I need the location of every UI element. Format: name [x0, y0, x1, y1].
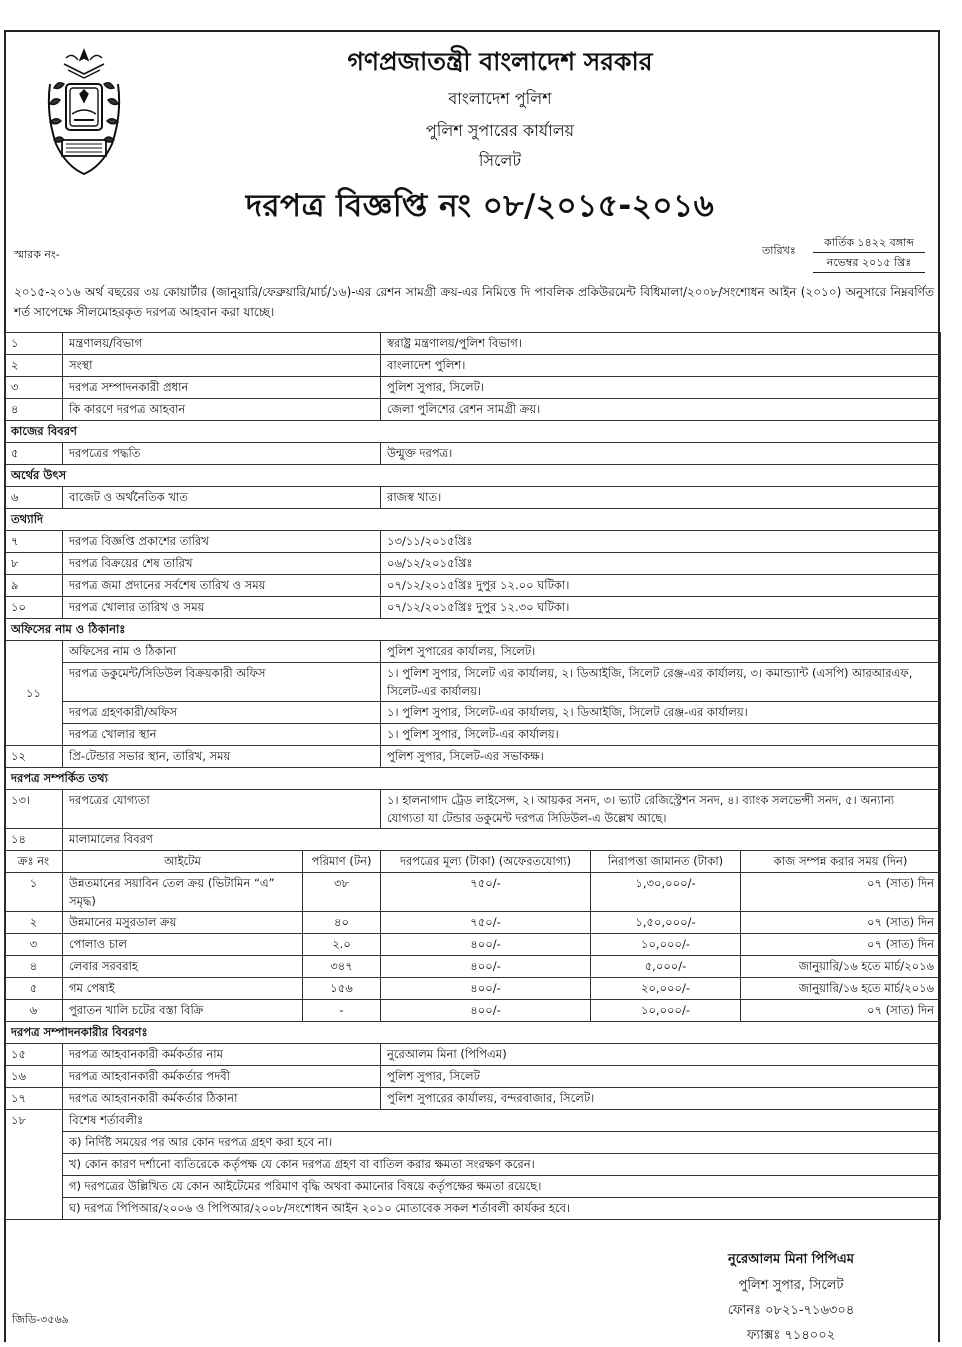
col-header-qty: পরিমাণ (টন) [303, 851, 381, 873]
section-heading: দরপত্র সম্পাদনকারীর বিবরণঃ [5, 1022, 941, 1044]
section-row [5, 1022, 941, 1044]
row-number: ১০ [5, 597, 63, 619]
row-label: মালামালের বিবরণ [63, 829, 941, 851]
section-row [5, 619, 941, 641]
row-value: ১। পুলিশ সুপার, সিলেট-এর কার্যালয়। [381, 724, 941, 746]
item-sl: ৩ [5, 934, 63, 956]
row-label: বিশেষ শর্তাবলীঃ [63, 1110, 941, 1132]
item-qty: ৪০ [303, 912, 381, 934]
memo-number-label: স্মারক নং- [14, 248, 60, 261]
section-row [5, 421, 941, 443]
col-header-item: আইটেম [63, 851, 303, 873]
item-qty: - [303, 1000, 381, 1022]
item-price: ৪০০/- [381, 934, 591, 956]
row-value: ১। হালনাগাদ ট্রেড লাইসেন্স, ২। আয়কর সনদ, ৩। ভ্যাট রেজিস্ট্রেশন সনদ, ৪। ব্যাংক সলভেন্সী সনদ, ৫। অন্যান্য যোগ্যতা যা টেন্ডার ডকুমেন্ট দরপত্র সিডিউল-এ উল্লেখ আছে। [381, 790, 941, 829]
row-value: নুরেআলম মিনা (পিপিএম) [381, 1044, 941, 1066]
col-header-security: নিরাপত্তা জামানত (টাকা) [591, 851, 741, 873]
item-row [5, 934, 941, 956]
row-number: ১৬ [5, 1066, 63, 1088]
row-number: ৭ [5, 531, 63, 553]
office-location: সিলেট [478, 151, 522, 170]
item-row [5, 956, 941, 978]
table-row [5, 443, 941, 465]
gd-reference: জিডি-৩৫৬৯ [12, 1313, 69, 1326]
row-label: দরপত্র বিজ্ঞপ্তি প্রকাশের তারিখ [63, 531, 381, 553]
notice-title: দরপত্র বিজ্ঞপ্তি নং ০৮/২০১৫-২০১৬ [245, 188, 715, 224]
table-row [5, 333, 941, 355]
section-row [5, 465, 941, 487]
table-row [5, 1066, 941, 1088]
table-row [5, 377, 941, 399]
item-name: পুরাতন খালি চটের বস্তা বিক্রি [63, 1000, 303, 1022]
department-name: বাংলাদেশ পুলিশ [448, 89, 552, 108]
row-number: ১৭ [5, 1088, 63, 1110]
item-name: লেবার সরবরাহ [63, 956, 303, 978]
date-label: তারিখঃ [762, 244, 796, 257]
item-qty: ৩৪৭ [303, 956, 381, 978]
item-time: ০৭ (সাত) দিন [741, 1000, 941, 1022]
item-name: উন্নতমানের সয়াবিন তেল ক্রয় (ভিটামিন “এ” সমৃদ্ধ) [63, 873, 303, 912]
row-label: দরপত্র আহবানকারী কর্মকর্তার নাম [63, 1044, 381, 1066]
row-value: স্বরাষ্ট্র মন্ত্রণালয়/পুলিশ বিভাগ। [381, 333, 941, 355]
row-value: পুলিশ সুপার, সিলেট-এর সভাকক্ষ। [381, 746, 941, 768]
row-label: অফিসের নাম ও ঠিকানা [63, 641, 381, 663]
row-label: দরপত্র আহবানকারী কর্মকর্তার পদবী [63, 1066, 381, 1088]
condition-row [5, 1132, 941, 1154]
section-row [5, 768, 941, 790]
item-sl: ৫ [5, 978, 63, 1000]
row-value: রাজস্ব খাত। [381, 487, 941, 509]
tender-table [4, 332, 941, 1220]
item-sl: ২ [5, 912, 63, 934]
row-value: পুলিশ সুপার, সিলেট [381, 1066, 941, 1088]
officer-section [5, 1022, 941, 1220]
section-heading: দরপত্র সম্পর্কিত তথ্য [5, 768, 941, 790]
item-row [5, 978, 941, 1000]
row-number: ১১ [5, 641, 63, 746]
row-value: ০৬/১২/২০১৫খ্রিঃ [381, 553, 941, 575]
row-label: দরপত্র জমা প্রদানের সর্বশেষ তারিখ ও সময় [63, 575, 381, 597]
item-security: ১,৩০,০০০/- [591, 873, 741, 912]
row-value: ০৭/১২/২০১৫খ্রিঃ দুপুর ১২.৩০ ঘটিকা। [381, 597, 941, 619]
date-bangla: কার্তিক ১৪২২ বঙ্গাব্দ [813, 233, 925, 253]
row-label: দরপত্র বিক্রয়ের শেষ তারিখ [63, 553, 381, 575]
row-number: ১ [5, 333, 63, 355]
row-label: দরপত্র আহবানকারী কর্মকর্তার ঠিকানা [63, 1088, 381, 1110]
item-row [5, 912, 941, 934]
section-heading: কাজের বিবরণ [5, 421, 941, 443]
row-label: কি কারণে দরপত্র আহবান [63, 399, 381, 421]
table-row [5, 641, 941, 663]
item-security: ২০,০০০/- [591, 978, 741, 1000]
section-heading: অফিসের নাম ও ঠিকানাঃ [5, 619, 941, 641]
table-row [5, 399, 941, 421]
item-time: ০৭ (সাত) দিন [741, 934, 941, 956]
row-number: ৯ [5, 575, 63, 597]
row-value: পুলিশ সুপারের কার্যালয়, সিলেট। [381, 641, 941, 663]
table-row [5, 724, 941, 746]
row-value: পুলিশ সুপার, সিলেট। [381, 377, 941, 399]
intro-paragraph: ২০১৫-২০১৬ অর্থ বছরের ৩য় কোয়ার্টার (জানুয়ারি/ফেব্রুয়ারি/মার্চ/১৬)-এর রেশন সামগ্রী ক্রয়-এর নিমিত্তে দি পাবলিক প্রকিউরমেন্ট বিধিমালা/২০০৮/সংশোধন আইন (২০১০) অনুসারে নিম্নবর্ণিত শর্ত সাপেক্ষে সীলমোহরকৃত দরপত্র আহবান করা যাচ্ছে। [14, 285, 934, 319]
signatory-fax: ফ্যাক্সঃ ৭১৪০০২ [746, 1328, 836, 1343]
row-label: দরপত্র ডকুমেন্ট/সিডিউল বিক্রয়কারী অফিস [63, 663, 381, 702]
item-name: পোলাও চাল [63, 934, 303, 956]
row-label: প্রি-টেন্ডার সভার স্থান, তারিখ, সময় [63, 746, 381, 768]
table-row [5, 553, 941, 575]
row-number: ১২ [5, 746, 63, 768]
item-price: ৭৫০/- [381, 912, 591, 934]
table-row [5, 575, 941, 597]
row-value: ১। পুলিশ সুপার, সিলেট এর কার্যালয়, ২। ডিআইজি, সিলেট রেঞ্জ-এর কার্যালয়, ৩। কমান্ড্যান্ট (এসপি) আরআরএফ, সিলেট-এর কার্যালয়। [381, 663, 941, 702]
row-number: ৫ [5, 443, 63, 465]
row-value: ১। পুলিশ সুপার, সিলেট-এর কার্যালয়, ২। ডিআইজি, সিলেট রেঞ্জ-এর কার্যালয়। [381, 702, 941, 724]
row-value: পুলিশ সুপারের কার্যালয়, বন্দরবাজার, সিলেট। [381, 1088, 941, 1110]
row-number: ১৮ [5, 1110, 63, 1220]
item-name: উন্নমানের মসুরডাল ক্রয় [63, 912, 303, 934]
condition-row [5, 1176, 941, 1198]
row-value: জেলা পুলিশের রেশন সামগ্রী ক্রয়। [381, 399, 941, 421]
table-row [5, 1088, 941, 1110]
table-row [5, 355, 941, 377]
table-row [5, 829, 941, 851]
item-sl: ৬ [5, 1000, 63, 1022]
row-number: ৮ [5, 553, 63, 575]
item-qty: ৩৮ [303, 873, 381, 912]
date-box [813, 233, 925, 273]
date-english: নভেম্বর ২০১৫ খ্রিঃ [813, 253, 925, 273]
col-header-sl: ক্রঃ নং [5, 851, 63, 873]
items-table-body [5, 873, 941, 1022]
table-row [5, 1044, 941, 1066]
row-label: দরপত্র খোলার স্থান [63, 724, 381, 746]
col-header-price: দরপত্রের মূল্য (টাকা) (অফেরতযোগ্য) [381, 851, 591, 873]
condition-row [5, 1154, 941, 1176]
table-row [5, 1110, 941, 1132]
row-label: দরপত্র খোলার তারিখ ও সময় [63, 597, 381, 619]
row-value: উন্মুক্ত দরপত্র। [381, 443, 941, 465]
item-price: ৪০০/- [381, 978, 591, 1000]
condition-text: ঘ) দরপত্র পিপিআর/২০০৬ ও পিপিআর/২০০৮/সংশোধন আইন ২০১০ মোতাবেক সকল শর্তাবলী কার্যকর হবে। [63, 1198, 941, 1220]
row-label: মন্ত্রণালয়/বিভাগ [63, 333, 381, 355]
condition-text: গ) দরপত্রের উল্লিখিত যে কোন আইটেমের পরিমাণ বৃদ্ধি অথবা কমানোর বিষয়ে কর্তৃপক্ষের ক্ষমতা রয়েছে। [63, 1176, 941, 1198]
government-name: গণপ্রজাতন্ত্রী বাংলাদেশ সরকার [347, 47, 653, 76]
table-row [5, 597, 941, 619]
section-row [5, 509, 941, 531]
row-value: ০৭/১২/২০১৫খ্রিঃ দুপুর ১২.০০ ঘটিকা। [381, 575, 941, 597]
row-label: দরপত্রের যোগ্যতা [63, 790, 381, 829]
table-row [5, 702, 941, 724]
item-sl: ১ [5, 873, 63, 912]
row-label: সংস্থা [63, 355, 381, 377]
row-label: দরপত্রের পদ্ধতি [63, 443, 381, 465]
item-security: ১০,০০০/- [591, 1000, 741, 1022]
row-value: ১৩/১১/২০১৫খ্রিঃ [381, 531, 941, 553]
row-value: বাংলাদেশ পুলিশ। [381, 355, 941, 377]
row-number: ২ [5, 355, 63, 377]
row-number: ১৫ [5, 1044, 63, 1066]
item-row [5, 873, 941, 912]
item-security: ১,৫০,০০০/- [591, 912, 741, 934]
row-label: দরপত্র গ্রহণকারী/অফিস [63, 702, 381, 724]
section-heading: অর্থের উৎস [5, 465, 941, 487]
item-row [5, 1000, 941, 1022]
item-time: জানুয়ারি/১৬ হতে মার্চ/২০১৬ [741, 956, 941, 978]
row-number: ৪ [5, 399, 63, 421]
item-time: ০৭ (সাত) দিন [741, 912, 941, 934]
col-header-time: কাজ সম্পন্ন করার সময় (দিন) [741, 851, 941, 873]
item-qty: ১৫৬ [303, 978, 381, 1000]
signatory-designation: পুলিশ সুপার, সিলেট [738, 1278, 844, 1293]
item-price: ৪০০/- [381, 1000, 591, 1022]
item-price: ৭৫০/- [381, 873, 591, 912]
item-security: ১০,০০০/- [591, 934, 741, 956]
row-label: দরপত্র সম্পাদনকারী প্রধান [63, 377, 381, 399]
office-name: পুলিশ সুপারের কার্যালয় [425, 121, 575, 140]
police-emblem-icon [36, 44, 132, 182]
signatory-name: নুরেআলম মিনা পিপিএম [728, 1252, 854, 1267]
item-security: ৫,০০০/- [591, 956, 741, 978]
items-header-row [5, 851, 941, 873]
condition-text: ক) নির্দিষ্ট সময়ের পর আর কোন দরপত্র গ্রহণ করা হবে না। [63, 1132, 941, 1154]
section-heading: তথ্যাদি [5, 509, 941, 531]
signatory-phone: ফোনঃ ০৮২১-৭১৬৩০৪ [727, 1303, 855, 1318]
item-sl: ৪ [5, 956, 63, 978]
item-time: ০৭ (সাত) দিন [741, 873, 941, 912]
table-row [5, 746, 941, 768]
condition-text: খ) কোন কারণ দর্শানো ব্যতিরেকে কর্তৃপক্ষ যে কোন দরপত্র গ্রহণ বা বাতিল করার ক্ষমতা সংরক্ষণ করেন। [63, 1154, 941, 1176]
row-number: ১৩। [5, 790, 63, 829]
item-price: ৪০০/- [381, 956, 591, 978]
item-time: জানুয়ারি/১৬ হতে মার্চ/২০১৬ [741, 978, 941, 1000]
row-number: ৬ [5, 487, 63, 509]
item-qty: ২.০ [303, 934, 381, 956]
condition-row [5, 1198, 941, 1220]
table-row [5, 487, 941, 509]
row-number: ১৪ [5, 829, 63, 851]
row-number: ৩ [5, 377, 63, 399]
item-name: গম পেষাই [63, 978, 303, 1000]
table-row [5, 531, 941, 553]
row-label: বাজেট ও অর্থনৈতিক খাত [63, 487, 381, 509]
